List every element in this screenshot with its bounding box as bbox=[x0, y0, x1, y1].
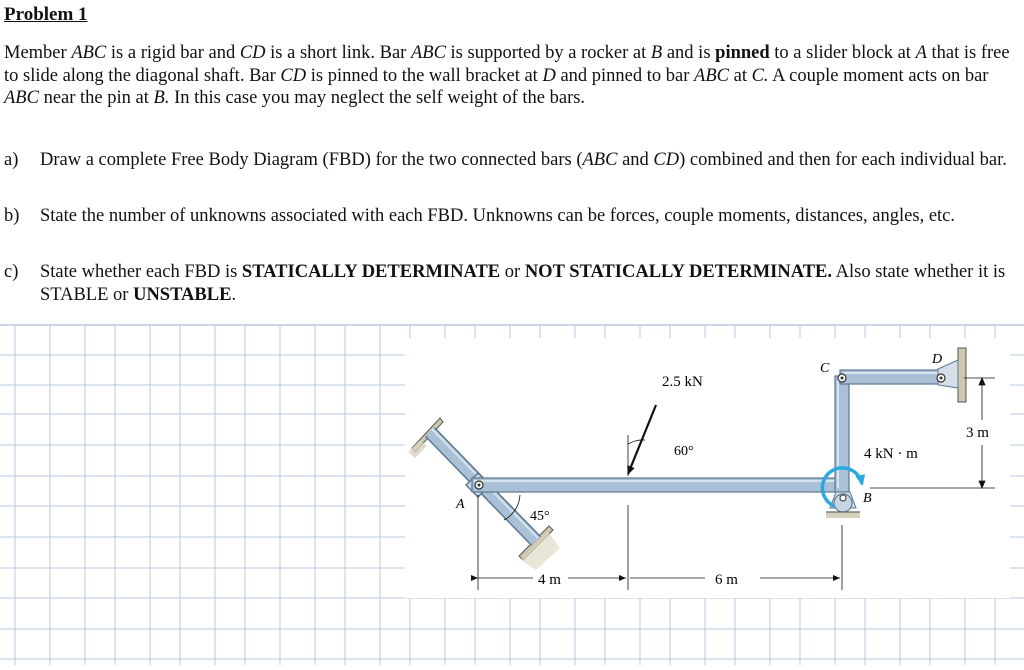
load-angle-label: 60° bbox=[674, 444, 694, 459]
problem-statement bbox=[0, 0, 1024, 322]
slope-angle-label: 45° bbox=[530, 509, 550, 524]
load-label: 2.5 kN bbox=[662, 374, 703, 390]
question-a-text: Draw a complete Free Body Diagram (FBD) for the two connected bars (ABC and CD) combined and then for each individual bar. bbox=[40, 150, 1007, 170]
pin-a bbox=[475, 481, 483, 489]
mechanism-figure bbox=[0, 322, 1024, 665]
couple-label: 4 kN · m bbox=[864, 446, 918, 462]
question-c-label: c) bbox=[4, 262, 19, 282]
dimension-right-label: 6 m bbox=[715, 572, 738, 588]
dimension-left-label: 4 m bbox=[538, 572, 561, 588]
question-b-text: State the number of unknowns associated with each FBD. Unknowns can be forces, couple moments, distances, angles, etc. bbox=[40, 206, 956, 226]
point-b-label: B bbox=[863, 491, 872, 506]
problem-title: Problem 1 bbox=[4, 4, 88, 25]
point-c-label: C bbox=[820, 361, 830, 376]
figure-area bbox=[0, 322, 1024, 665]
dimension-height-label: 3 m bbox=[966, 425, 989, 441]
point-d-label: D bbox=[932, 352, 943, 367]
pin-c bbox=[838, 374, 846, 382]
link-cd bbox=[840, 370, 945, 384]
question-b-label: b) bbox=[4, 206, 20, 226]
point-a-label: A bbox=[456, 497, 465, 512]
question-a-label: a) bbox=[4, 150, 19, 170]
question-c-text: State whether each FBD is STATICALLY DETERMINATE or NOT STATICALLY DETERMINATE. Also state whether it is STABLE or UNSTABLE. bbox=[40, 262, 1006, 305]
problem-intro: Member ABC is a rigid bar and CD is a short link. Bar ABC is supported by a rocker at B and is pinned to a slider block at A that is free to slide along the diagonal shaft. Bar CD is pinned to the wall bracket at D and pinned to bar ABC at C. A couple moment acts on bar ABC near the pin at B. In this case you may neglect the self weight of the bars. bbox=[4, 43, 1010, 108]
